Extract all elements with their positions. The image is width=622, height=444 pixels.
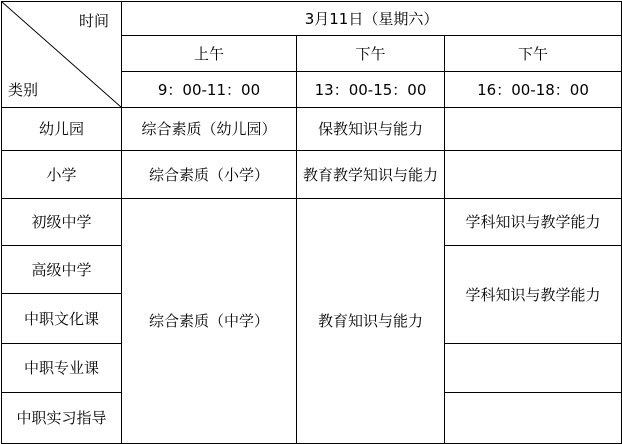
primary-afternoon1-subject: 教育教学知识与能力 bbox=[297, 151, 445, 199]
corner-category-label: 类别 bbox=[8, 81, 39, 99]
secondary-morning-subject: 综合素质（中学） bbox=[122, 199, 297, 444]
category-vocational-major: 中职专业课 bbox=[2, 344, 122, 393]
category-primary: 小学 bbox=[2, 151, 122, 199]
vocational-major-afternoon2-subject bbox=[445, 344, 622, 393]
vocational-practice-afternoon2-subject bbox=[445, 393, 622, 444]
kindergarten-afternoon2-subject bbox=[445, 108, 622, 151]
time-morning: 9：00-11：00 bbox=[122, 72, 297, 108]
table-row bbox=[2, 108, 622, 151]
primary-afternoon2-subject bbox=[445, 151, 622, 199]
corner-time-label: 时间 bbox=[78, 12, 109, 30]
category-senior-high: 高级中学 bbox=[2, 246, 122, 294]
time-afternoon-2: 16：00-18：00 bbox=[445, 72, 622, 108]
exam-schedule-table bbox=[1, 1, 622, 444]
period-morning: 上午 bbox=[122, 36, 297, 72]
table-row bbox=[2, 199, 622, 246]
exam-date: 3月11日（星期六） bbox=[122, 2, 622, 36]
kindergarten-morning-subject: 综合素质（幼儿园） bbox=[122, 108, 297, 151]
primary-morning-subject: 综合素质（小学） bbox=[122, 151, 297, 199]
header-date-row bbox=[2, 2, 622, 36]
time-afternoon-1: 13：00-15：00 bbox=[297, 72, 445, 108]
senior-culture-afternoon2-subject: 学科知识与教学能力 bbox=[445, 246, 622, 344]
category-junior-middle: 初级中学 bbox=[2, 199, 122, 246]
period-afternoon-1: 下午 bbox=[297, 36, 445, 72]
corner-header-cell bbox=[2, 2, 122, 108]
category-vocational-culture: 中职文化课 bbox=[2, 294, 122, 344]
kindergarten-afternoon1-subject: 保教知识与能力 bbox=[297, 108, 445, 151]
category-kindergarten: 幼儿园 bbox=[2, 108, 122, 151]
period-afternoon-2: 下午 bbox=[445, 36, 622, 72]
category-vocational-practice: 中职实习指导 bbox=[2, 393, 122, 444]
secondary-afternoon1-subject: 教育知识与能力 bbox=[297, 199, 445, 444]
junior-middle-afternoon2-subject: 学科知识与教学能力 bbox=[445, 199, 622, 246]
table-row bbox=[2, 151, 622, 199]
